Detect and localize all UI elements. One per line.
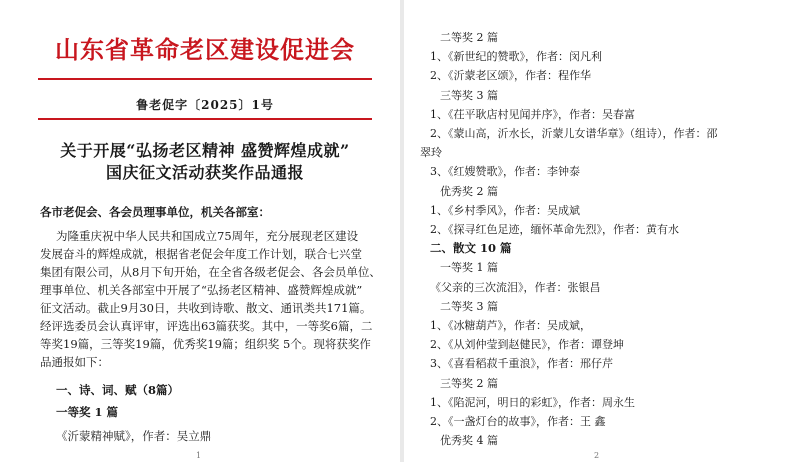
paragraph-line: 经评选委员会认真评审，评选出63篇获奖。其中，一等奖6篇，二 [40, 319, 373, 333]
award-entry: 1、《陷泥河，明日的彩虹》，作者：周永生 [430, 396, 635, 409]
prize-label: 一等奖 1 篇 [56, 405, 119, 419]
page-number: 2 [594, 451, 600, 460]
award-entry: 1、《新世纪的赞歌》，作者：闵凡利 [430, 50, 602, 63]
prize-label: 优秀奖 4 篇 [440, 434, 498, 447]
award-entry: 2、《一盏灯台的故事》，作者：王 鑫 [430, 415, 606, 428]
paragraph-line: 集团有限公司，从8月下旬开始，在全省各级老促会、各会员单位、 [40, 265, 381, 279]
paragraph-line: 品通报如下： [40, 355, 109, 369]
award-entry: 2、《蒙山高，沂水长，沂蒙儿女谱华章》（组诗），作者：邵 [430, 127, 718, 140]
award-entry: 1、《茌平耿店村见闻并序》，作者：吴春富 [430, 108, 635, 121]
org-letterhead: 山东省革命老区建设促进会 [55, 36, 355, 64]
paragraph-line: 理事单位、机关各部室中开展了“弘扬老区精神、盛赞辉煌成就” [40, 283, 363, 297]
page-number: 1 [196, 451, 202, 460]
award-entry: 《父亲的三次流泪》，作者：张银昌 [430, 281, 601, 294]
headline-line-1: 关于开展“弘扬老区精神 盛赞辉煌成就” [60, 141, 350, 160]
award-entry: 2、《探寻红色足迹，缅怀革命先烈》，作者：黄有水 [430, 223, 679, 236]
document-number-rule [38, 118, 372, 120]
award-entry: 1、《乡村季风》，作者：吴成斌 [430, 204, 580, 217]
paragraph-line: 发展奋斗的辉煌成就，根据省老促会年度工作计划，联合七兴堂 [40, 247, 362, 261]
salutation: 各市老促会、各会员理事单位，机关各部室： [40, 205, 270, 219]
prize-label: 三等奖 3 篇 [440, 89, 498, 102]
prize-label: 一等奖 1 篇 [440, 261, 498, 274]
prize-label: 优秀奖 2 篇 [440, 185, 498, 198]
letterhead-rule [38, 78, 372, 80]
paragraph-line: 等奖19篇，三等奖19篇，优秀奖19篇；组织奖 5个。现将获奖作 [40, 337, 371, 351]
document-number: 鲁老促字〔2025〕1号 [136, 98, 274, 112]
award-entry: 1、《冰糖葫芦》，作者：吴成斌， [430, 319, 591, 332]
award-entry: 《沂蒙精神赋》，作者：吴立鼎 [56, 429, 212, 443]
award-entry: 翠玲 [420, 146, 442, 159]
section-heading: 一、诗、词、赋（8篇） [56, 383, 180, 397]
section-heading: 二、散文 10 篇 [430, 241, 512, 255]
paragraph-line: 为隆重庆祝中华人民共和国成立75周年，充分展现老区建设 [56, 229, 359, 243]
award-entry: 2、《沂蒙老区颂》，作者：程作华 [430, 69, 591, 82]
award-entry: 3、《红嫂赞歌》，作者：李钟泰 [430, 165, 580, 178]
award-entry: 3、《喜看稻菽千重浪》，作者：邢仔芹 [430, 357, 613, 370]
paragraph-line: 征文活动。截止9月30日，共收到诗歌、散文、通讯类共171篇。 [40, 301, 372, 315]
prize-label: 二等奖 3 篇 [440, 300, 498, 313]
prize-label: 三等奖 2 篇 [440, 377, 498, 390]
headline-line-2: 国庆征文活动获奖作品通报 [105, 163, 304, 182]
award-entry: 2、《从刘仲莹到赵健民》，作者：谭登坤 [430, 338, 624, 351]
prize-label: 二等奖 2 篇 [440, 31, 498, 44]
